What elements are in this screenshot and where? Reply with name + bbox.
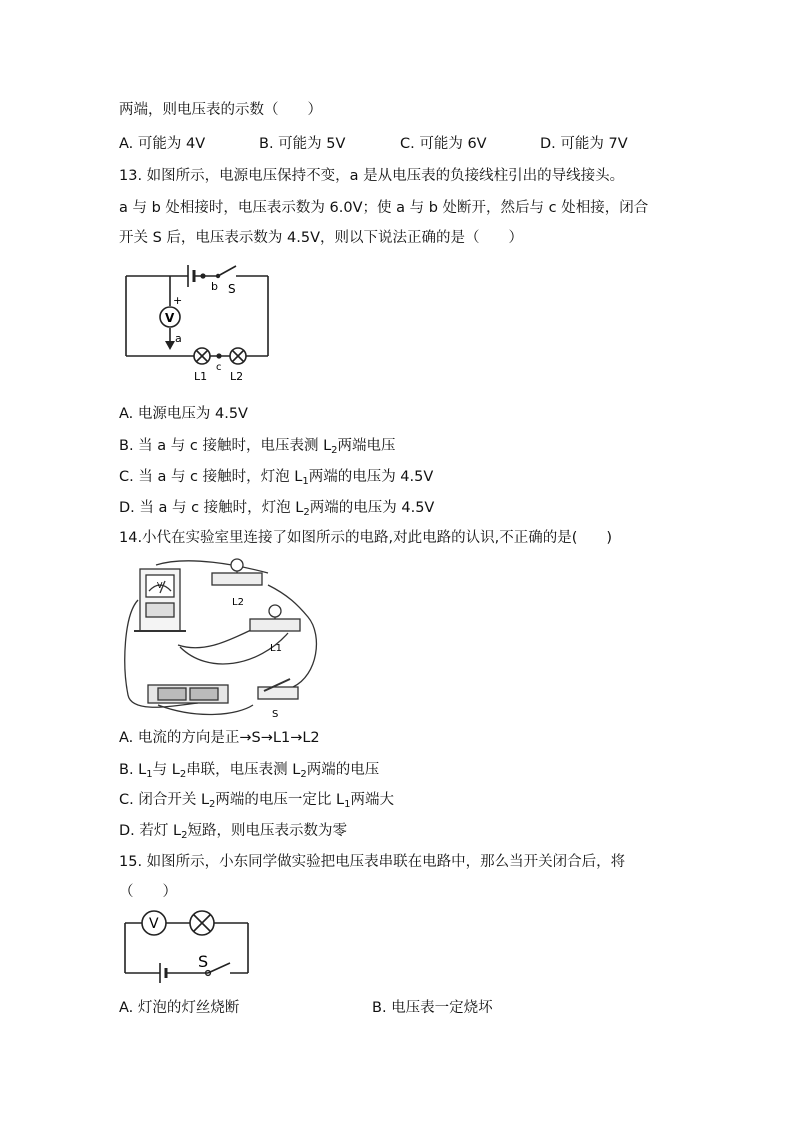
q14-option-a: A. 电流的方向是正→S→L1→L2 (119, 730, 320, 746)
q13-switch-label: S (228, 282, 236, 296)
q14-l2-label: L2 (232, 597, 244, 608)
q14-l1-label: L1 (270, 643, 282, 654)
q13-l1-label: L1 (194, 370, 208, 383)
q14-stem: 14.小代在实验室里连接了如图所示的电路,对此电路的认识,不正确的是( ) (119, 530, 613, 546)
q13-circuit-diagram (118, 262, 278, 387)
q12-stem-tail: 两端，则电压表的示数（ ） (119, 102, 322, 118)
q14-option-b: B. $L_1$与 $L_2$串联，电压表测 $L_2$两端的电压 (119, 762, 380, 780)
q14-option-c: C. 闭合开关 $L_2$两端的电压一定比 $L_1$两端大 (119, 792, 394, 810)
q13-stem-line3: 开关 S 后，电压表示数为 4.5V，则以下说法正确的是（ ） (119, 230, 524, 246)
q13-option-d: D. 当 a 与 c 接触时，灯泡 $L_2$两端的电压为 4.5V (119, 500, 435, 518)
q12-option-d: D. 可能为 7V (540, 136, 628, 152)
q12-option-a: A. 可能为 4V (119, 136, 206, 152)
q14-option-d: D. 若灯 $L_2$短路，则电压表示数为零 (119, 823, 347, 841)
q15-option-b: B. 电压表一定烧坏 (372, 1000, 493, 1016)
q14-switch-label: S (272, 709, 279, 720)
q15-stem-line2: （ ） (119, 884, 177, 900)
q13-a-label: a (175, 332, 182, 345)
q13-plus-label: + (173, 294, 183, 307)
q13-option-c: C. 当 a 与 c 接触时，灯泡 $L_1$两端的电压为 4.5V (119, 469, 434, 487)
q15-switch-label: S (198, 952, 209, 971)
q12-option-b: B. 可能为 5V (259, 136, 346, 152)
q13-stem-line2: a 与 b 处相接时，电压表示数为 6.0V；使 a 与 b 处断开，然后与 c 处相接，闭合 (119, 200, 649, 216)
q15-option-a: A. 灯泡的灯丝烧断 (119, 1000, 240, 1016)
q15-voltmeter-label: V (149, 916, 159, 932)
q13-b-label: b (211, 280, 218, 293)
q13-l2-label: L2 (230, 370, 244, 383)
q15-circuit-diagram (118, 905, 258, 985)
q14-lab-circuit-drawing (118, 555, 323, 723)
q13-c-label: c (216, 362, 222, 373)
q14-meter-label: V (157, 581, 163, 590)
q15-stem-line1: 15. 如图所示，小东同学做实验把电压表串联在电路中，那么当开关闭合后，将 (119, 854, 626, 870)
q12-option-c: C. 可能为 6V (400, 136, 487, 152)
q13-option-a: A. 电源电压为 4.5V (119, 406, 248, 422)
q13-option-b: B. 当 a 与 c 接触时，电压表测 $L_2$两端电压 (119, 438, 396, 456)
q13-voltmeter-label: V (165, 311, 175, 325)
q13-stem-line1: 13. 如图所示，电源电压保持不变，a 是从电压表的负接线柱引出的导线接头。 (119, 168, 625, 184)
